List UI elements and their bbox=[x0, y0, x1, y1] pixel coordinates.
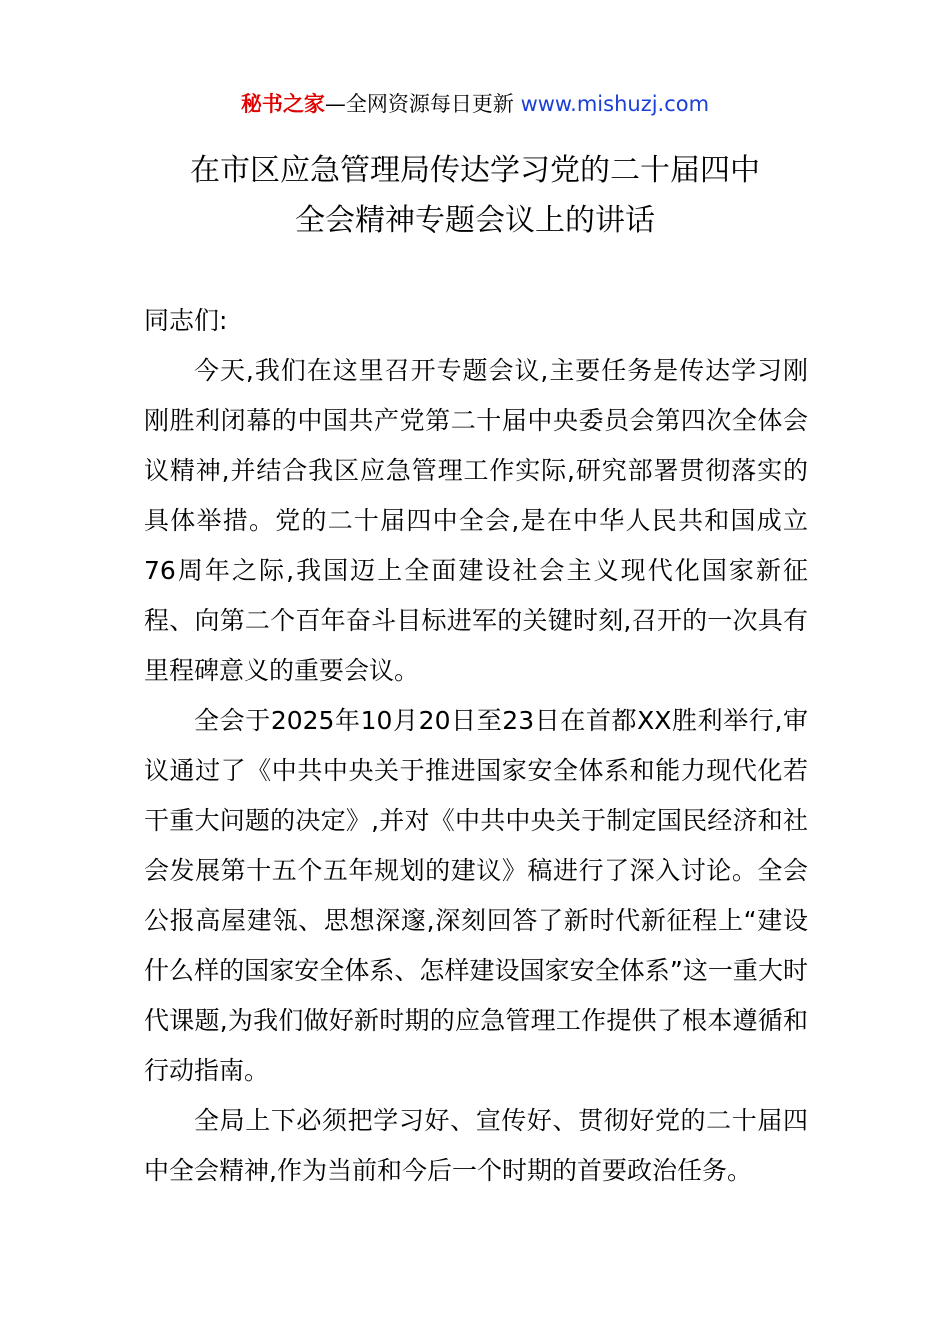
paragraph-3: 全局上下必须把学习好、宣传好、贯彻好党的二十届四中全会精神,作为当前和今后一个时期的首要政治任务。 bbox=[144, 1106, 808, 1185]
site-name: 秘书之家 bbox=[240, 92, 325, 116]
title-line-2: 全会精神专题会议上的讲话 bbox=[295, 203, 655, 238]
site-tagline: —全网资源每日更新 bbox=[324, 92, 514, 116]
salutation: 同志们: bbox=[144, 306, 228, 335]
document-body bbox=[144, 296, 808, 1196]
paragraph-2: 全会于2025年10月20日至23日在首都XX胜利举行,审议通过了《中共中央关于推进国家安全体系和能力现代化若干重大问题的决定》,并对《中共中央关于制定国民经济和社会发展第十五个五年规划的建议》稿进行了深入讨论。全会公报高屋建瓴、思想深邃,深刻回答了新时代新征程上“建设什么样的国家安全体系、怎样建设国家安全体系”这一重大时代课题,为我们做好新时期的应急管理工作提供了根本遵循和行动指南。 bbox=[144, 706, 808, 1085]
document-title bbox=[0, 146, 950, 246]
site-header bbox=[0, 88, 950, 120]
paragraph-1: 今天,我们在这里召开专题会议,主要任务是传达学习刚刚胜利闭幕的中国共产党第二十届中央委员会第四次全体会议精神,并结合我区应急管理工作实际,研究部署贯彻落实的具体举措。党的二十届四中全会,是在中华人民共和国成立76周年之际,我国迈上全面建设社会主义现代化国家新征程、向第二个百年奋斗目标进军的关键时刻,召开的一次具有里程碑意义的重要会议。 bbox=[144, 356, 808, 685]
title-line-1: 在市区应急管理局传达学习党的二十届四中 bbox=[190, 153, 760, 188]
site-url-link[interactable]: www.mishuzj.com bbox=[520, 92, 710, 116]
